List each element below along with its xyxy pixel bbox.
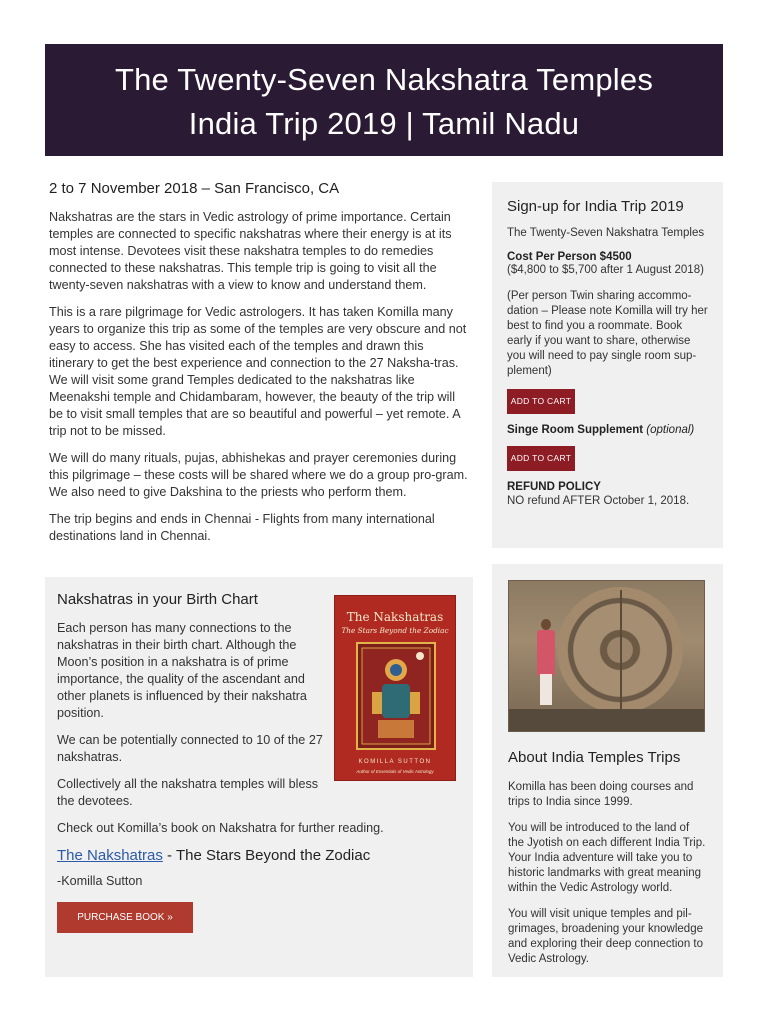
cover-artwork — [356, 642, 436, 750]
intro-paragraph-4: The trip begins and ends in Chennai - Flights from many international destinations land in Chennai. — [49, 512, 435, 543]
book-cover-image[interactable] — [334, 595, 456, 781]
purchase-book-button[interactable]: PURCHASE BOOK » — [57, 902, 193, 933]
birth-chart-body — [57, 620, 327, 810]
temple-wheel-photo — [508, 580, 705, 732]
wheel-spoke — [620, 590, 622, 710]
single-room-supplement — [507, 424, 708, 436]
title-banner — [45, 44, 723, 156]
about-paragraph-2: You will be introduced to the land of the Jyotish on each different India Trip. Your India adventure will take you to historic landmarks with great meaning within the Vedic Astrology world. — [508, 822, 706, 894]
signup-panel — [492, 182, 723, 548]
book-title-line — [57, 847, 461, 864]
birth-chart-paragraph-1: Each person has many connections to the nakshatras in their birth chart. Although the Moon’s position in a nakshatra is of prime importance, the quality of the ascendant and other planets is influenced by their nakshatra position. — [57, 621, 307, 720]
cover-subtitle: The Stars Beyond the Zodiac — [341, 626, 449, 635]
banner-title-line-1: The Twenty-Seven Nakshatra Temples — [114, 62, 654, 97]
person-torso — [537, 630, 555, 676]
cover-author: KOMILLA SUTTON — [358, 759, 432, 765]
cost-per-person: Cost Per Person $4500 — [507, 251, 632, 263]
add-to-cart-button[interactable]: ADD TO CART — [507, 389, 575, 414]
person-head — [541, 619, 551, 630]
signup-subtitle: The Twenty-Seven Nakshatra Temples — [507, 227, 705, 239]
book-subtitle: - The Stars Beyond the Zodiac — [162, 847, 371, 864]
supplement-optional: (optional) — [646, 424, 695, 436]
refund-policy-text: NO refund AFTER October 1, 2018. — [507, 495, 690, 507]
birth-chart-panel — [45, 577, 473, 977]
intro-paragraph-3: We will do many rituals, pujas, abhishekas and prayer ceremonies during this pilgrimage – these costs will be shared where we do a group pro-gram. We also need to give Dakshina to the priests who perform them. — [49, 451, 468, 499]
intro-paragraph-2: This is a rare pilgrimage for Vedic astrologers. It has taken Komilla many years to organize this trip as some of the temples are very obscure and not easy to access. She has visited each of the temples and drawn this itinerary to get the best experience and connection to the 27 Naksha-tras. We will visit some grand Temples dedicated to the nakshatras like Meenakshi temple and Chidambaram, however, the beauty of the trip will be to visit small temples that are so beautiful and powerful – yet remote. A trip not to be missed. — [49, 305, 467, 438]
person-figure — [535, 619, 557, 705]
event-date-line: 2 to 7 November 2018 – San Francisco, CA — [49, 180, 340, 197]
about-title: About India Temples Trips — [508, 749, 681, 766]
about-panel — [492, 564, 723, 977]
birth-chart-paragraph-4: Check out Komilla’s book on Nakshatra for further reading. — [57, 821, 384, 835]
book-author: -Komilla Sutton — [57, 874, 143, 888]
birth-chart-paragraph-3: Collectively all the nakshatra temples will bless the devotees. — [57, 777, 319, 808]
signup-title: Sign-up for India Trip 2019 — [507, 198, 684, 215]
banner-title-line-2: India Trip 2019 | Tamil Nadu — [188, 106, 580, 141]
intro-paragraph-1: Nakshatras are the stars in Vedic astrology of prime importance. Certain temples are connected to specific nakshatras where their energy is at its most intense. Devotees visit these nakshatra temples to do remedies connected to these nakshatras. This temple trip is going to visit all the twenty-seven nakshatras with a view to know and understand them. — [49, 210, 452, 292]
twin-sharing-note: (Per person Twin sharing accommo-dation – Please note Komilla will try her best to find you a roommate. Book early if you want to share, otherwise you will need to pay single room sup-plement) — [507, 290, 708, 377]
cost-note: ($4,800 to $5,700 after 1 August 2018) — [507, 264, 704, 276]
photo-ground — [509, 709, 704, 731]
about-paragraph-3: You will visit unique temples and pil-grimages, broadening your knowledge and exploring their deep connection to Vedic Astrology. — [508, 908, 704, 965]
intro-section — [49, 180, 469, 555]
refund-policy-title: REFUND POLICY — [507, 481, 601, 493]
supplement-label: Singe Room Supplement — [507, 424, 644, 436]
cover-author-subtitle: Author of Essentials of Vedic Astrology — [356, 769, 434, 774]
about-paragraph-1: Komilla has been doing courses and trips to India since 1999. — [508, 781, 694, 808]
birth-chart-paragraph-2: We can be potentially connected to 10 of the 27 nakshatras. — [57, 733, 323, 764]
add-supplement-to-cart-button[interactable]: ADD TO CART — [507, 446, 575, 471]
person-legs — [540, 674, 552, 705]
cover-title: The Nakshatras — [346, 610, 444, 624]
birth-chart-title: Nakshatras in your Birth Chart — [57, 591, 258, 608]
book-link[interactable]: The Nakshatras — [57, 847, 163, 864]
